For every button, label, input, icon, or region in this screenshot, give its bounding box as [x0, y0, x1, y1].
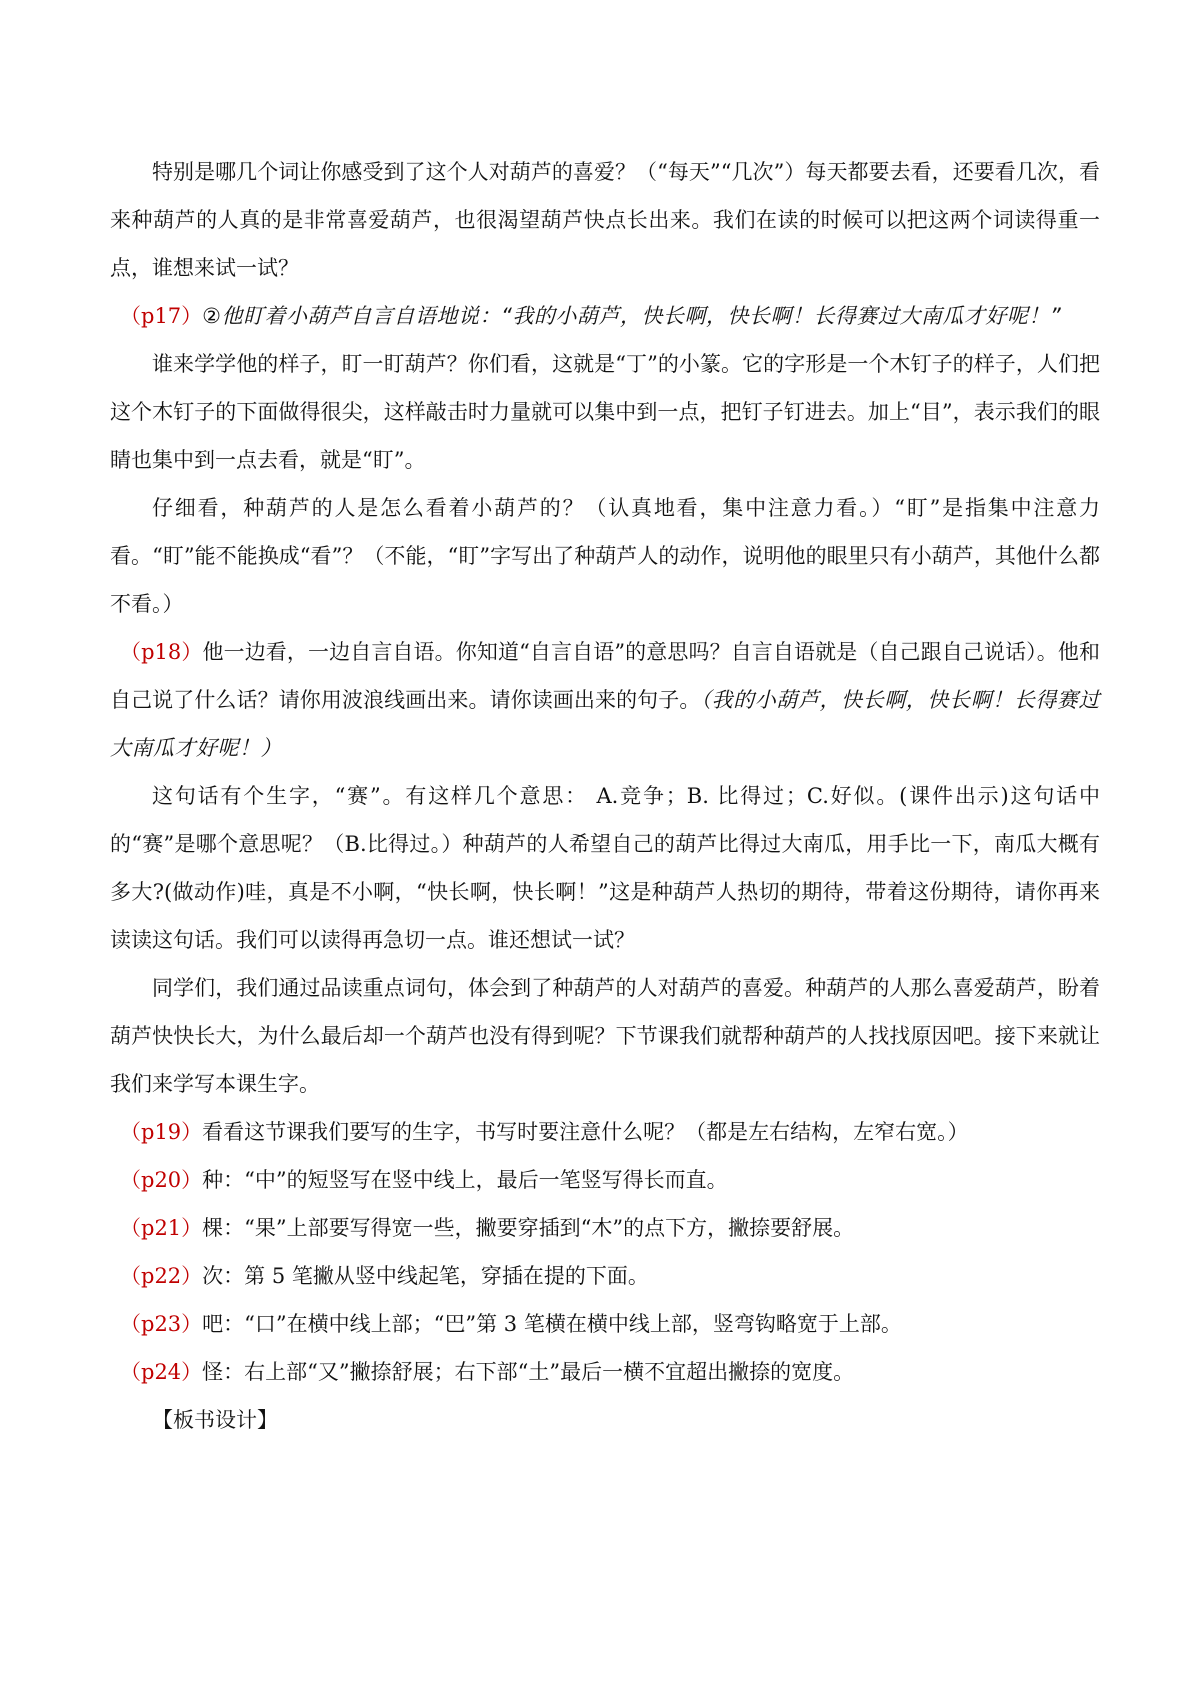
paragraph-ding-explanation: 谁来学学他的样子，盯一盯葫芦？你们看，这就是“丁”的小篆。它的字形是一个木钉子的样子，人们把这个木钉子的下面做得很尖，这样敲击时力量就可以集中到一点，把钉子钉进去。加上“目”，表示我们的眼睛也集中到一点去看，就是“盯”。 — [110, 352, 1100, 472]
writing-item-p22 — [110, 1252, 1100, 1300]
document-body — [110, 148, 1100, 1444]
writing-item-p21 — [110, 1204, 1100, 1252]
section-heading-board-design: 【板书设计】 — [152, 1408, 278, 1432]
paragraph-self-talk — [110, 628, 1100, 772]
writing-item-text: 种：“中”的短竖写在竖中线上，最后一笔竖写得长而直。 — [202, 1168, 728, 1192]
writing-item-text: 次：第 5 笔撇从竖中线起笔，穿插在提的下面。 — [202, 1264, 649, 1288]
quote-text: ②他盯着小葫芦自言自语地说：“我的小葫芦，快长啊，快长啊！长得赛过大南瓜才好呢！” — [202, 304, 1062, 328]
paragraph-stare-meaning: 仔细看，种葫芦的人是怎么看着小葫芦的？（认真地看，集中注意力看。）“盯”是指集中注意力看。“盯”能不能换成“看”？（不能，“盯”字写出了种葫芦人的动作，说明他的眼里只有小葫芦，其他什么都不看。） — [110, 496, 1100, 616]
writing-guide-list — [110, 1108, 1100, 1396]
writing-item-text: 看看这节课我们要写的生字，书写时要注意什么呢？（都是左右结构，左窄右宽。） — [202, 1120, 969, 1144]
writing-item-p19 — [110, 1108, 1100, 1156]
slide-tag-p19: （p19） — [120, 1120, 203, 1144]
writing-item-text: 棵：“果”上部要写得宽一些，撇要穿插到“木”的点下方，撇捺要舒展。 — [202, 1216, 855, 1240]
paragraph-sai-meaning: 这句话有个生字，“赛”。有这样几个意思： A.竞争；B. 比得过；C.好似。(课件出示)这句话中的“赛”是哪个意思呢？（B.比得过。）种葫芦的人希望自己的葫芦比得过大南瓜，用手比一下，南瓜大概有多大?(做动作)哇，真是不小啊，“快长啊，快长啊！”这是种葫芦人热切的期待，带着这份期待，请你再来读读这句话。我们可以读得再急切一点。谁还想试一试？ — [110, 784, 1100, 952]
slide-tag-p18: （p18） — [120, 640, 203, 664]
slide-tag-p20: （p20） — [120, 1168, 203, 1192]
writing-item-p24 — [110, 1348, 1100, 1396]
paragraph-summary: 同学们，我们通过品读重点词句，体会到了种葫芦的人对葫芦的喜爱。种葫芦的人那么喜爱葫芦，盼着葫芦快快长大，为什么最后却一个葫芦也没有得到呢？下节课我们就帮种葫芦的人找找原因吧。接下来就让我们来学写本课生字。 — [110, 976, 1100, 1096]
self-talk-quote: （我的小葫芦，快长啊，快长啊！长得赛过大南瓜才好呢！） — [110, 688, 1101, 760]
writing-item-text: 吧：“口”在横中线上部；“巴”第 3 笔横在横中线上部，竖弯钩略宽于上部。 — [202, 1312, 902, 1336]
slide-tag-p23: （p23） — [120, 1312, 203, 1336]
paragraph-quote-p17 — [110, 292, 1100, 340]
slide-tag-p22: （p22） — [120, 1264, 203, 1288]
self-talk-text: 他一边看，一边自言自语。你知道“自言自语”的意思吗？自言自语就是（自己跟自己说话）。他和自己说了什么话？请你用波浪线画出来。请你读画出来的句子。 — [110, 640, 1100, 712]
writing-item-text: 怪：右上部“又”撇捺舒展；右下部“土”最后一横不宜超出撇捺的宽度。 — [202, 1360, 855, 1384]
slide-tag-p17: （p17） — [120, 304, 203, 328]
slide-tag-p21: （p21） — [120, 1216, 203, 1240]
writing-item-p23 — [110, 1300, 1100, 1348]
writing-item-p20 — [110, 1156, 1100, 1204]
paragraph-word-analysis: 特别是哪几个词让你感受到了这个人对葫芦的喜爱？（“每天”“几次”）每天都要去看，还要看几次，看来种葫芦的人真的是非常喜爱葫芦，也很渴望葫芦快点长出来。我们在读的时候可以把这两个词读得重一点，谁想来试一试？ — [110, 160, 1100, 280]
slide-tag-p24: （p24） — [120, 1360, 203, 1384]
